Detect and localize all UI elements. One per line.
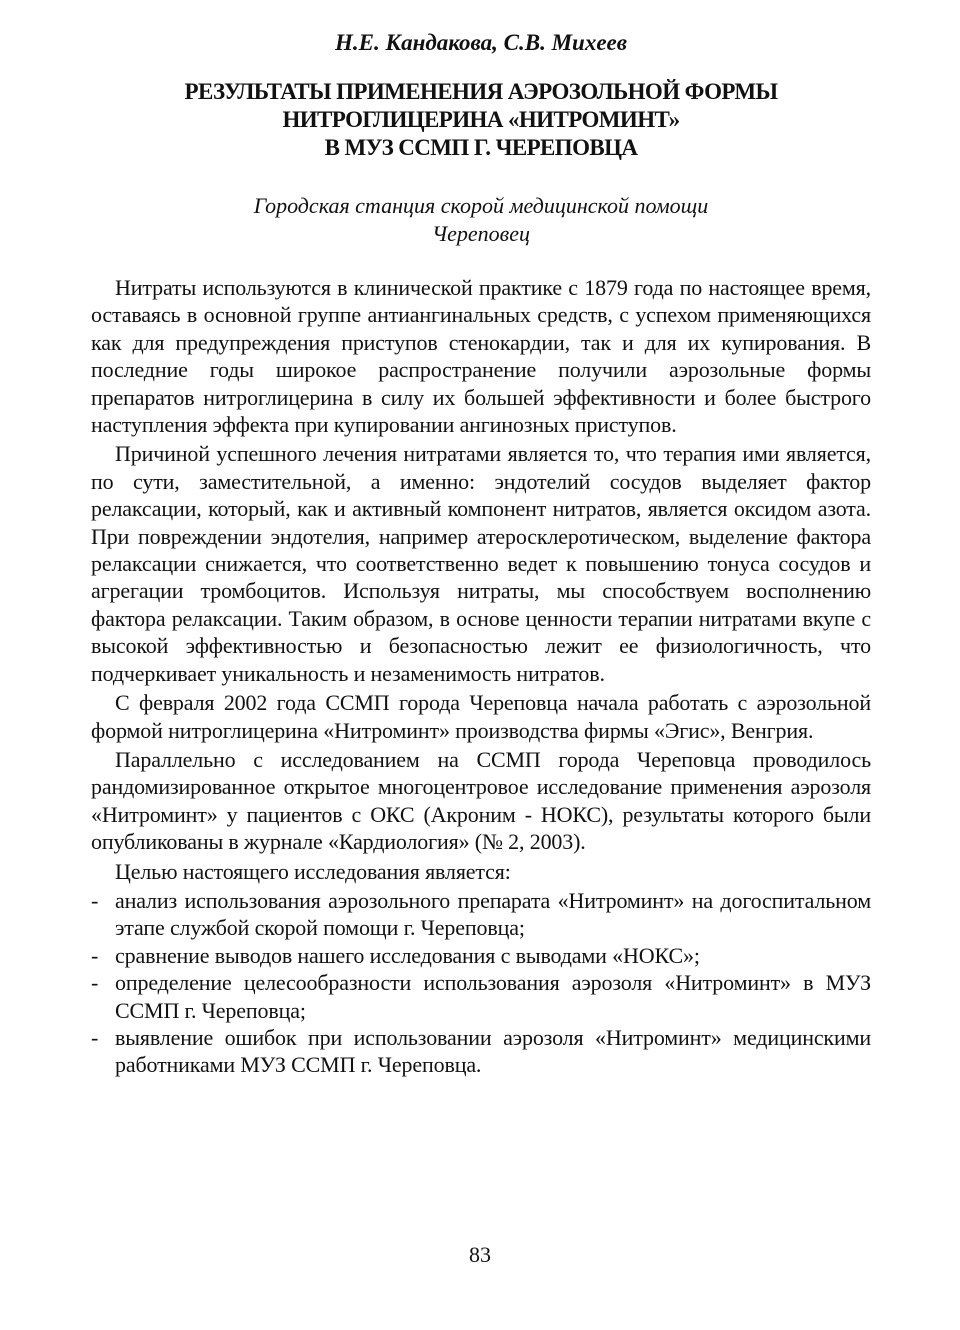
list-item	[91, 942, 871, 969]
list-item-text: анализ использования аэрозольного препарата «Нитроминт» на догоспитальном этапе службой скорой помощи г. Череповца;	[115, 887, 871, 941]
list-item	[91, 969, 871, 1024]
goals-list	[91, 887, 871, 1079]
list-dash: -	[91, 887, 99, 913]
article	[91, 28, 871, 1079]
article-title	[91, 78, 871, 162]
list-dash: -	[91, 1024, 99, 1050]
affiliation	[91, 192, 871, 248]
authors: Н.Е. Кандакова, С.В. Михеев	[334, 30, 628, 55]
affiliation-city: Череповец	[431, 221, 530, 246]
page-number: 83	[469, 1242, 491, 1267]
paragraph: Причиной успешного лечения нитратами является то, что терапия ими является, по сути, заместительной, а именно: эндотелий сосудов выделяет фактор релаксации, который, как и активный компонент нитратов, является оксидом азота. При повреждении эндотелия, например атеросклеротическом, выделение фактора релаксации снижается, что соответственно ведет к повышению тонуса сосудов и агрегации тромбоцитов. Используя нитраты, мы способствуем восполнению фактора релаксации. Таким образом, в основе ценности терапии нитратами вкупе с высокой эффективностью и безопасностью лежит ее физиологичность, что подчеркивает уникальность и незаменимость нитратов.	[91, 441, 871, 686]
list-item-text: определение целесообразности использования аэрозоля «Нитроминт» в МУЗ ССМП г. Череповца;	[115, 970, 871, 1023]
title-line: НИТРОГЛИЦЕРИНА «НИТРОМИНТ»	[282, 107, 680, 132]
paragraph: Нитраты используются в клинической практике с 1879 года по настоящее время, оставаясь в основной группе антиангинальных средств, с успехом применяющихся как для предупреждения приступов стенокардии, так и для их купирования. В последние годы широкое распространение получили аэрозольные формы препаратов нитроглицерина в силу их большей эффективности и более быстрого наступления эффекта при купировании ангинозных приступов.	[91, 275, 871, 438]
list-item	[91, 887, 871, 942]
list-dash: -	[91, 942, 99, 968]
list-item-text: сравнение выводов нашего исследования с выводами «НОКС»;	[115, 942, 700, 968]
list-item-text: выявление ошибок при использовании аэрозоля «Нитроминт» медицинскими работниками МУЗ ССМП г. Череповца.	[115, 1024, 871, 1078]
title-line: РЕЗУЛЬТАТЫ ПРИМЕНЕНИЯ АЭРОЗОЛЬНОЙ ФОРМЫ	[184, 79, 778, 104]
title-line: В МУЗ ССМП Г. ЧЕРЕПОВЦА	[324, 135, 638, 160]
paragraph: Параллельно с исследованием на ССМП города Череповца проводилось рандомизированное открытое многоцентровое исследование применения аэрозоля «Нитроминт» у пациентов с ОКС (Акроним - НОКС), результаты которого были опубликованы в журнале «Кардиология» (№ 2, 2003).	[91, 746, 871, 855]
list-dash: -	[91, 970, 99, 996]
paragraph: С февраля 2002 года ССМП города Череповца начала работать с аэрозольной формой нитроглицерина «Нитроминт» производства фирмы «Эгис», Венгрия.	[91, 690, 871, 743]
list-item	[91, 1024, 871, 1079]
paragraph: Целью настоящего исследования является:	[115, 858, 511, 884]
affiliation-organization: Городская станция скорой медицинской помощи	[253, 193, 709, 218]
